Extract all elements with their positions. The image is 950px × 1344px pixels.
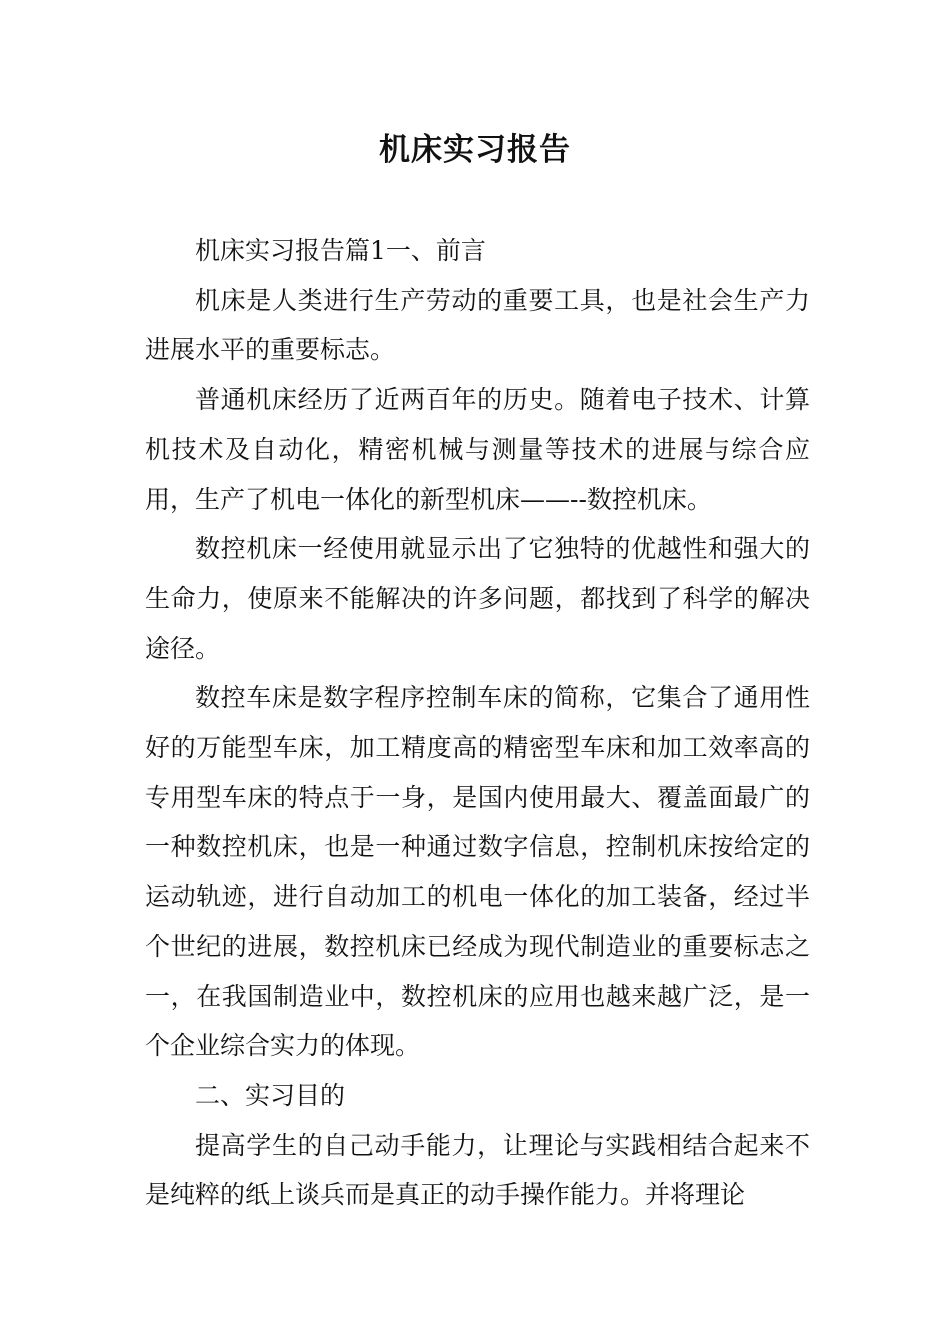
paragraph: 普通机床经历了近两百年的历史。随着电子技术、计算机技术及自动化，精密机械与测量等技术的进展与综合应用，生产了机电一体化的新型机床——--数控机床。 [145,385,810,514]
section-heading: 二、实习目的 [195,1080,346,1110]
paragraph: 提高学生的自己动手能力，让理论与实践相结合起来不是纯粹的纸上谈兵而是真正的动手操作能力。并将理论 [145,1130,810,1210]
paragraph: 数控机床一经使用就显示出了它独特的优越性和强大的生命力，使原来不能解决的许多问题，都找到了科学的解决途径。 [145,534,810,663]
document-body [145,226,810,1220]
paragraph: 数控车床是数字程序控制车床的简称，它集合了通用性好的万能型车床，加工精度高的精密型车床和加工效率高的专用型车床的特点于一身，是国内使用最大、覆盖面最广的一种数控机床，也是一种通过数字信息，控制机床按给定的运动轨迹，进行自动加工的机电一体化的加工装备，经过半个世纪的进展，数控机床已经成为现代制造业的重要标志之一，在我国制造业中，数控机床的应用也越来越广泛，是一个企业综合实力的体现。 [145,683,810,1061]
paragraph: 机床是人类进行生产劳动的重要工具，也是社会生产力进展水平的重要标志。 [145,285,810,365]
paragraph-intro-heading: 机床实习报告篇1一、前言 [195,236,486,265]
document-title: 机床实习报告 [379,132,571,168]
